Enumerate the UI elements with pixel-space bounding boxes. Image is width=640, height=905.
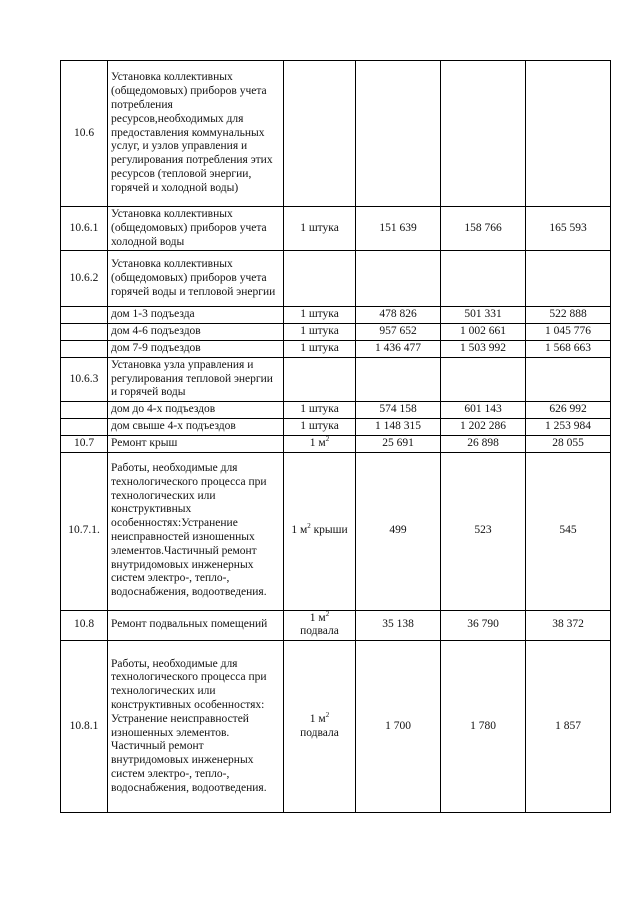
row-number: 10.6.1 [61,207,108,251]
row-unit: 1 штука [284,340,356,357]
row-value-3: 1 568 663 [526,340,611,357]
row-value-1: 1 436 477 [356,340,441,357]
table-row [61,452,611,610]
row-description: Установка узла управления и регулирования тепловой энергии и горячей воды [108,357,284,401]
row-number [61,402,108,419]
row-description: Ремонт крыш [108,435,284,452]
table-row [61,324,611,341]
row-value-3: 38 372 [526,610,611,641]
row-description: дом свыше 4-х подъездов [108,418,284,435]
row-number: 10.6.3 [61,357,108,401]
table-row [61,357,611,401]
row-value-1 [356,357,441,401]
row-value-3 [526,251,611,307]
table-row [61,61,611,207]
row-unit [284,357,356,401]
row-value-1 [356,251,441,307]
row-description: дом 7-9 подъездов [108,340,284,357]
row-number: 10.8.1 [61,641,108,813]
table-row [61,251,611,307]
row-unit [284,61,356,207]
row-description: дом 4-6 подъездов [108,324,284,341]
row-description: дом 1-3 подъезда [108,307,284,324]
row-value-3: 165 593 [526,207,611,251]
row-value-1: 499 [356,452,441,610]
row-value-3: 1 253 984 [526,418,611,435]
row-value-2: 1 503 992 [441,340,526,357]
row-unit: 1 штука [284,207,356,251]
row-value-3: 28 055 [526,435,611,452]
row-value-2: 26 898 [441,435,526,452]
row-value-2: 601 143 [441,402,526,419]
row-value-3: 626 992 [526,402,611,419]
row-unit: 1 $м^2$ [284,435,356,452]
row-description: Работы, необходимые для технологического процесса при технологических или конструктивных особенностях:Устранение неисправностей изношенных элементов.Частичный ремонт внутридомовых инженерных систем электро-, тепло-, водоснабжения, водоотведения. [108,452,284,610]
table-row [61,641,611,813]
row-value-2: 36 790 [441,610,526,641]
row-value-3: 1 045 776 [526,324,611,341]
row-value-1: 25 691 [356,435,441,452]
row-value-3: 522 888 [526,307,611,324]
row-description: Работы, необходимые для технологического процесса при технологических или конструктивных особенностях: Устранение неисправностей изношенных элементов. Частичный ремонт внутридомовых инженерных систем электро-, тепло-, водоснабжения, водоотведения. [108,641,284,813]
row-value-1: 478 826 [356,307,441,324]
table-row [61,610,611,641]
table-row [61,207,611,251]
row-value-2 [441,357,526,401]
row-value-1: 957 652 [356,324,441,341]
row-value-2 [441,251,526,307]
tariff-table [60,60,611,813]
row-value-2: 1 780 [441,641,526,813]
row-value-2: 158 766 [441,207,526,251]
row-value-2: 1 002 661 [441,324,526,341]
row-unit: 1 штука [284,402,356,419]
row-number [61,340,108,357]
table-row [61,340,611,357]
row-unit: 1 $м^2$ подвала [284,641,356,813]
row-number: 10.8 [61,610,108,641]
row-value-2: 501 331 [441,307,526,324]
row-unit: 1 $м^2$ подвала [284,610,356,641]
row-value-1: 1 148 315 [356,418,441,435]
row-description: дом до 4-х подъездов [108,402,284,419]
row-value-1 [356,61,441,207]
row-value-3: 545 [526,452,611,610]
row-description: Установка коллективных (общедомовых) приборов учета холодной воды [108,207,284,251]
table-row [61,402,611,419]
row-value-1: 574 158 [356,402,441,419]
row-value-2: 1 202 286 [441,418,526,435]
row-number [61,307,108,324]
row-number: 10.7 [61,435,108,452]
row-description: Установка коллективных (общедомовых) приборов учета потребления ресурсов,необходимых для предоставления коммунальных услуг, и узлов управления и регулирования потребления этих ресурсов (тепловой энергии, горячей и холодной воды) [108,61,284,207]
row-value-2: 523 [441,452,526,610]
row-value-2 [441,61,526,207]
row-number [61,418,108,435]
row-number [61,324,108,341]
row-value-3 [526,61,611,207]
row-number: 10.6.2 [61,251,108,307]
row-number: 10.7.1. [61,452,108,610]
row-value-3 [526,357,611,401]
row-description: Установка коллективных (общедомовых) приборов учета горячей воды и тепловой энергии [108,251,284,307]
row-value-1: 1 700 [356,641,441,813]
row-description: Ремонт подвальных помещений [108,610,284,641]
row-number: 10.6 [61,61,108,207]
row-unit: 1 $м^2$ крыши [284,452,356,610]
table-row [61,418,611,435]
table-row [61,307,611,324]
row-unit [284,251,356,307]
table-row [61,435,611,452]
row-value-3: 1 857 [526,641,611,813]
row-value-1: 35 138 [356,610,441,641]
row-unit: 1 штука [284,418,356,435]
row-unit: 1 штука [284,324,356,341]
row-value-1: 151 639 [356,207,441,251]
row-unit: 1 штука [284,307,356,324]
